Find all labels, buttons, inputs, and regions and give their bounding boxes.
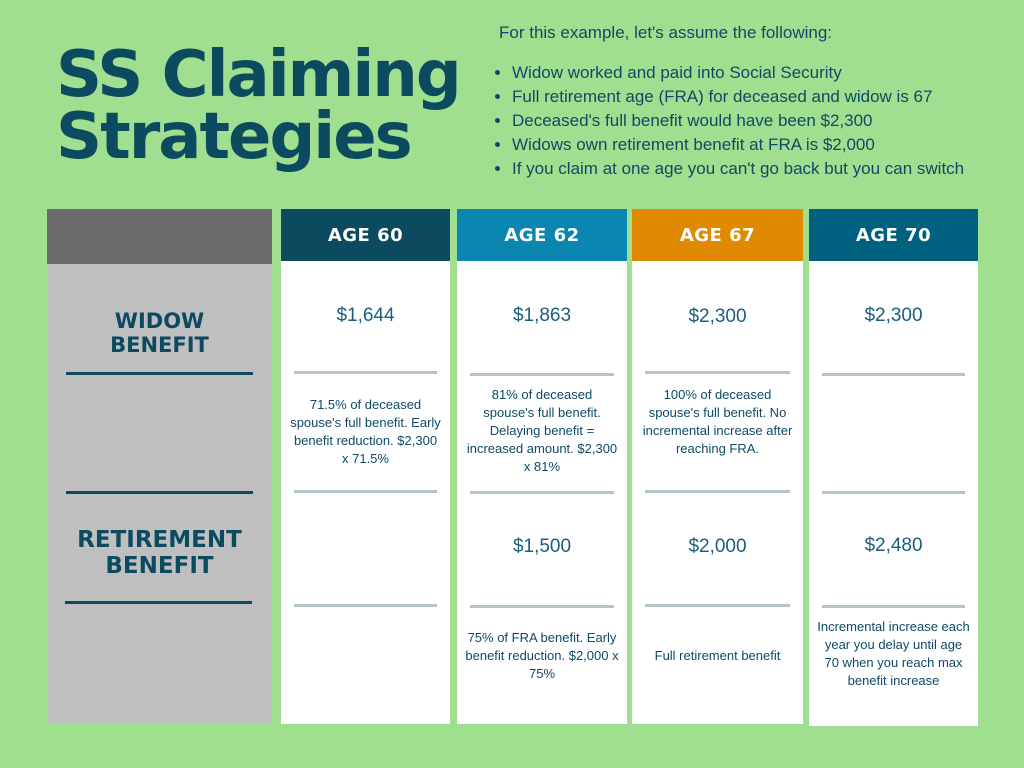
retirement-amount: $2,480 bbox=[864, 535, 923, 556]
divider bbox=[822, 373, 965, 376]
widow-note: 81% of deceased spouse's full benefit. Delaying benefit = increased amount. $2,300 x 81% bbox=[466, 387, 618, 474]
row-label-column bbox=[47, 209, 272, 723]
divider bbox=[822, 605, 965, 608]
label-column-header bbox=[47, 209, 272, 264]
divider bbox=[645, 604, 790, 607]
divider bbox=[645, 371, 790, 374]
divider bbox=[470, 605, 614, 608]
assumption-item: • Deceased's full benefit would have been $2,300 bbox=[512, 109, 1017, 133]
retirement-note: Incremental increase each year you delay until age 70 when you reach max benefit increase bbox=[817, 619, 970, 688]
assumption-item: • Widows own retirement benefit at FRA is $2,000 bbox=[512, 133, 1017, 157]
divider bbox=[645, 490, 790, 493]
column-age-70 bbox=[809, 209, 978, 726]
retirement-note: Full retirement benefit bbox=[654, 648, 781, 663]
column-age-67 bbox=[632, 209, 803, 724]
retirement-label-rule bbox=[65, 601, 252, 604]
retirement-note: 75% of FRA benefit. Early benefit reduction. $2,000 x 75% bbox=[465, 630, 619, 681]
retirement-label-top-rule bbox=[66, 491, 253, 494]
column-header: AGE 67 bbox=[632, 209, 803, 261]
widow-amount: $1,644 bbox=[336, 305, 395, 326]
widow-amount: $2,300 bbox=[864, 305, 923, 326]
page-title bbox=[56, 38, 460, 174]
intro-text: For this example, let's assume the following: bbox=[499, 23, 833, 42]
widow-note: 71.5% of deceased spouse's full benefit. Early benefit reduction. $2,300 x 71.5% bbox=[290, 397, 441, 466]
assumptions-list bbox=[512, 61, 1017, 181]
column-header: AGE 62 bbox=[457, 209, 627, 261]
title-line-2: Strategies bbox=[56, 100, 411, 174]
column-age-62 bbox=[457, 209, 627, 724]
widow-amount: $2,300 bbox=[688, 306, 747, 327]
assumption-item: • If you claim at one age you can't go back but you can switch bbox=[512, 157, 1017, 181]
title-line-1: SS Claiming bbox=[56, 38, 460, 112]
retirement-benefit-label bbox=[47, 527, 272, 579]
divider bbox=[294, 371, 437, 374]
widow-label-line-1: WIDOW bbox=[114, 309, 205, 333]
divider bbox=[294, 604, 437, 607]
column-header: AGE 60 bbox=[281, 209, 450, 261]
widow-amount: $1,863 bbox=[512, 305, 572, 326]
assumption-item: • Widow worked and paid into Social Security bbox=[512, 61, 1017, 85]
widow-label-line-2: BENEFIT bbox=[110, 333, 209, 357]
divider bbox=[294, 490, 437, 493]
divider bbox=[470, 373, 614, 376]
divider bbox=[822, 491, 965, 494]
assumption-item: • Full retirement age (FRA) for deceased and widow is 67 bbox=[512, 85, 1017, 109]
retirement-amount: $1,500 bbox=[512, 536, 572, 557]
divider bbox=[470, 491, 614, 494]
column-header: AGE 70 bbox=[809, 209, 978, 261]
widow-benefit-label bbox=[47, 309, 272, 357]
retirement-label-line-2: BENEFIT bbox=[105, 553, 214, 579]
retirement-amount: $2,000 bbox=[688, 536, 747, 557]
retirement-label-line-1: RETIREMENT bbox=[77, 527, 242, 553]
column-age-60 bbox=[281, 209, 450, 724]
widow-label-rule bbox=[66, 372, 253, 375]
widow-note: 100% of deceased spouse's full benefit. No incremental increase after reaching FRA. bbox=[642, 387, 793, 456]
